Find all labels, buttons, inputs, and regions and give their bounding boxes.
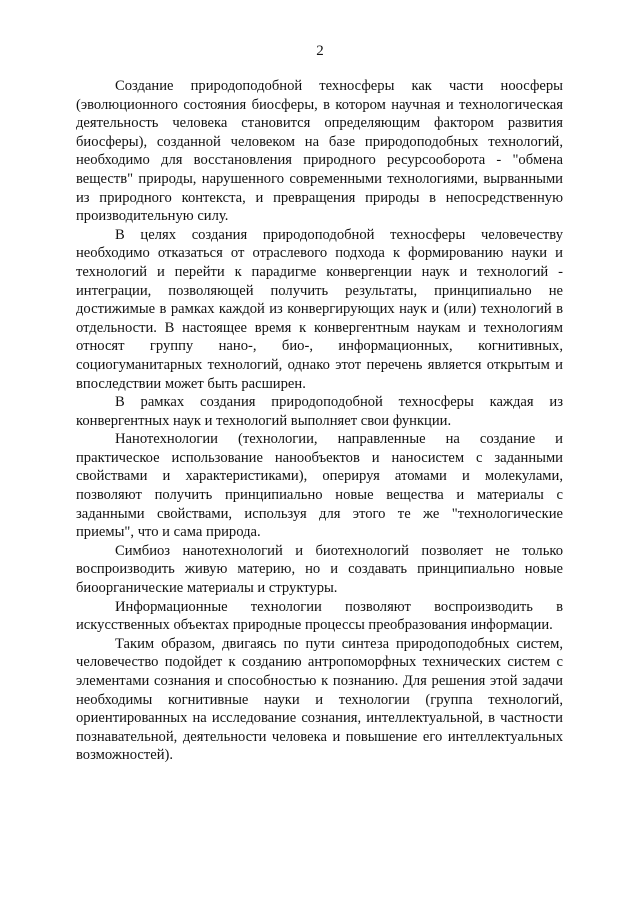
paragraph-cognitive: Таким образом, двигаясь по пути синтеза природоподобных систем, человечество подойдет к созданию антропоморфных технических систем с элементами сознания и способностью к познанию. Для решения этой задачи необходимы когнитивные науки и технологии (группа технологий, ориентированных на исследование сознания, интеллектуальной, в частности познавательной, деятельности человека и повышение его интеллектуальных возможностей).	[76, 635, 563, 764]
paragraph-convergence: В целях создания природоподобной техносферы человечеству необходимо отказаться от отраслевого подхода к формированию науки и технологий и перейти к парадигме конвергенции наук и технологий - интеграции, позволяющей получить результаты, принципиально не достижимые в рамках каждой из конвергирующих наук и (или) технологий в отдельности. В настоящее время к конвергентным наукам и технологиям относят группу нано-, био-, информационных, когнитивных, социогуманитарных технологий, однако этот перечень является открытым и впоследствии может быть расширен.	[76, 226, 563, 392]
paragraph-technosphere: Создание природоподобной техносферы как части ноосферы (эволюционного состояния биосферы, в котором научная и технологическая деятельность человека становится определяющим фактором развития биосферы), созданной человеком на базе природоподобных технологий, необходимо для восстановления природного ресурсооборота - "обмена веществ" природы, нарушенного современными технологиями, вырванными из природного контекста, и превращения природы в непосредственную производительную силу.	[76, 78, 563, 225]
page-number: 2	[316, 43, 324, 59]
document-body	[76, 77, 563, 765]
paragraph-information-technology: Информационные технологии позволяют воспроизводить в искусственных объектах природные процессы преобразования информации.	[76, 598, 563, 634]
paragraph-functions: В рамках создания природоподобной техносферы каждая из конвергентных наук и технологий выполняет свои функции.	[76, 394, 563, 429]
paragraph-symbiosis: Симбиоз нанотехнологий и биотехнологий позволяет не только воспроизводить живую материю, но и создавать принципиально новые биоорганические материалы и структуры.	[76, 542, 563, 597]
paragraph-nanotechnology: Нанотехнологии (технологии, направленные на создание и практическое использование нанообъектов и наносистем с заданными свойствами и характеристиками), оперируя атомами и молекулами, позволяют получить принципиально новые вещества и материалы с заданными свойствами, используя для этого те же "технологические приемы", что и сама природа.	[76, 431, 563, 541]
